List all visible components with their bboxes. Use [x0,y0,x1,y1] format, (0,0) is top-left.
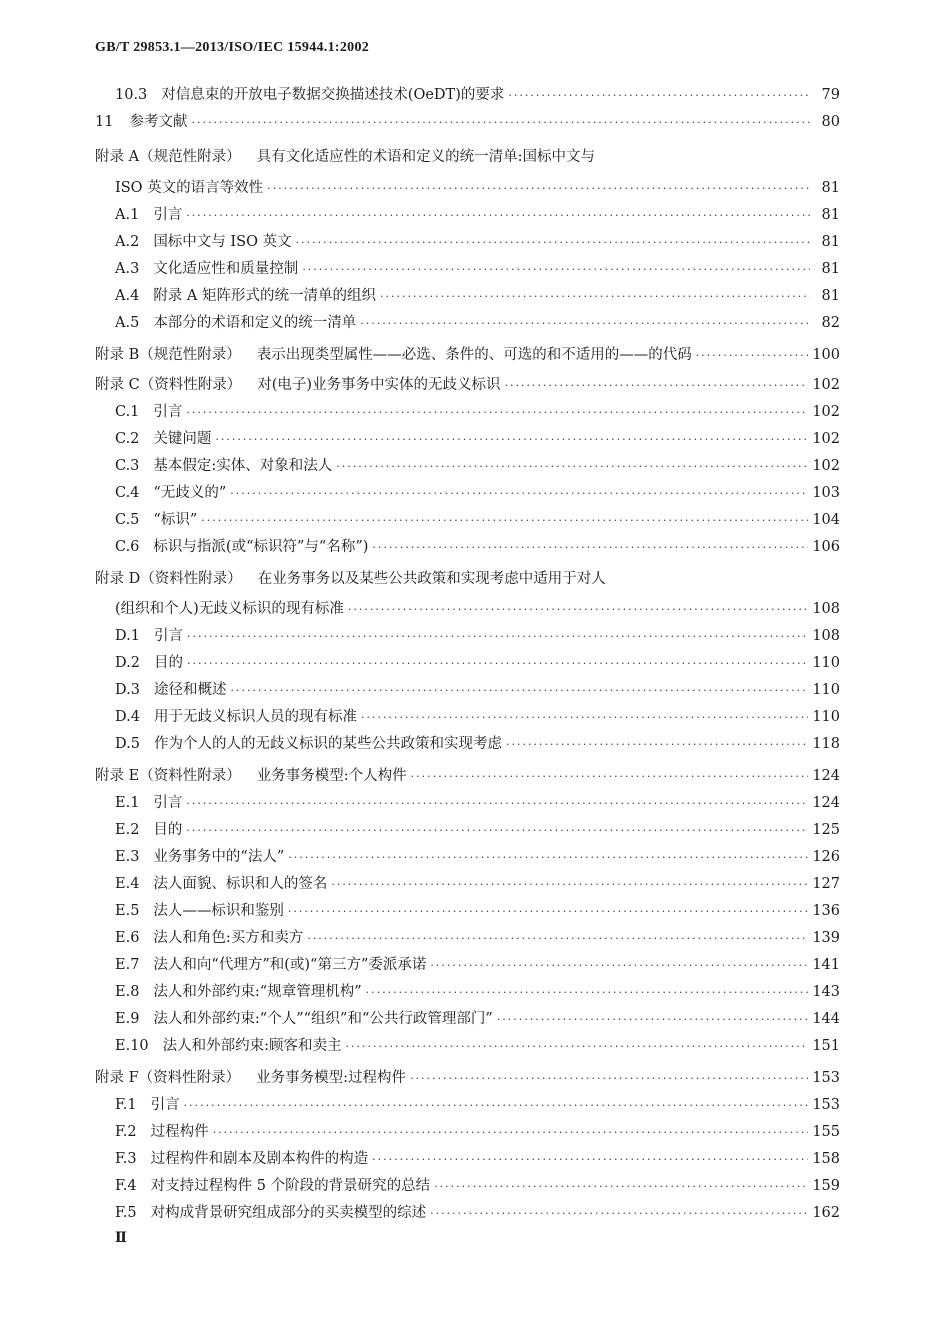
toc-entry-label [115,510,197,530]
toc-entry-number: E.4 [115,876,140,892]
toc-entry-label [95,345,692,365]
toc-entry[interactable] [115,510,840,530]
toc-entry-title: 过程构件和剧本及剧本构件的构造 [150,1151,369,1167]
toc-entry-page: 144 [812,1011,840,1027]
toc-entry-page: 103 [812,485,840,501]
toc-entry-title: 业务事务中的“法人” [153,849,285,865]
toc-entry-title: 表示出现类型属性——必选、条件的、可选的和不适用的——的代码 [256,347,692,363]
toc-entry[interactable] [115,429,840,449]
toc-entry-title: 基本假定:实体、对象和法人 [153,458,333,474]
toc-entry[interactable] [95,112,840,132]
toc-leader-dots [411,767,809,787]
toc-entry-number: 附录 F（资料性附录） [95,1070,241,1086]
toc-leader-dots [186,206,810,226]
toc-entry-label [115,85,504,105]
toc-entry-title: 过程构件 [150,1124,209,1140]
toc-entry-number: E.7 [115,957,140,973]
toc-entry-page: 127 [812,876,840,892]
toc-entry-page: 155 [812,1124,840,1140]
toc-leader-dots [331,875,808,895]
toc-entry-title: 用于无歧义标识人员的现有标准 [153,709,357,725]
toc-entry-page: 108 [812,628,840,644]
toc-entry-title: 具有文化适应性的术语和定义的统一清单:国标中文与 [256,149,595,165]
toc-entry-label [115,205,182,225]
toc-entry[interactable] [95,345,840,365]
toc-entry-title: 附录 A 矩阵形式的统一清单的组织 [153,288,377,304]
toc-entry-page: 102 [812,404,840,420]
toc-leader-dots [508,86,810,106]
toc-entry-label [115,1122,209,1142]
toc-entry-title: 引言 [150,1097,180,1113]
toc-leader-dots [213,1123,809,1143]
toc-entry-label [95,375,501,395]
toc-entry-title: 业务事务模型:过程构件 [256,1070,407,1086]
toc-entry-page: 153 [812,1097,840,1113]
toc-entry-number: C.6 [115,539,140,555]
toc-entry-label [115,847,284,867]
toc-entry-label [115,456,332,476]
toc-entry-number: E.6 [115,930,140,946]
toc-leader-dots [191,113,810,133]
toc-entry-page: 159 [812,1178,840,1194]
toc-entry-title: 对支持过程构件 5 个阶段的背景研究的总结 [150,1178,431,1194]
toc-entry-title: 法人和外部约束:“规章管理机构” [153,984,362,1000]
toc-entry-number: 10.3 [115,87,148,103]
toc-entry-page: 124 [812,768,840,784]
toc-entry[interactable] [115,205,840,225]
toc-entry-label [115,599,344,619]
toc-leader-dots [215,430,808,450]
toc-entry-title: 作为个人的人的无歧义标识的某些公共政策和实现考虑 [153,736,502,752]
toc-entry[interactable] [115,734,840,754]
toc-entry-page: 124 [812,795,840,811]
toc-leader-dots [430,956,808,976]
toc-entry[interactable] [115,232,840,252]
toc-entry-page: 102 [812,458,840,474]
toc-entry-number: C.4 [115,485,140,501]
toc-entry[interactable] [115,402,840,422]
toc-entry-title: 途径和概述 [153,682,227,698]
toc-entry-label [115,259,298,279]
toc-entry-page: 81 [821,261,840,277]
toc-entry-label [115,313,356,333]
toc-entry-label [115,1149,368,1169]
toc-entry-title: 引言 [153,207,183,223]
toc-entry-label [115,901,284,921]
toc-entry[interactable] [95,569,840,589]
toc-leader-dots [497,1010,809,1030]
toc-entry-page: 102 [812,377,840,393]
toc-entry[interactable] [115,1176,840,1196]
toc-entry-number: F.3 [115,1151,137,1167]
toc-entry-number: 附录 B（规范性附录） [95,347,241,363]
toc-entry-number: 附录 A（规范性附录） [95,149,241,165]
toc-entry-page: 79 [821,87,840,103]
toc-entry[interactable] [115,1095,840,1115]
toc-entry-title: 法人和向“代理方”和(或)“第三方”委派承诺 [153,957,427,973]
toc-entry-page: 81 [821,180,840,196]
toc-entry-label [95,569,606,589]
toc-entry-page: 110 [812,682,840,698]
toc-leader-dots [506,735,808,755]
toc-entry[interactable] [115,874,840,894]
toc-entry-label [115,178,263,198]
toc-entry-label [115,955,426,975]
toc-entry-number: F.4 [115,1178,137,1194]
toc-entry-label [115,793,182,813]
toc-entry-title: 关键问题 [153,431,212,447]
toc-entry-number: 附录 D（资料性附录） [95,571,242,587]
toc-entry-title: “无歧义的” [153,485,227,501]
toc-leader-dots [187,627,808,647]
toc-entry[interactable] [115,653,840,673]
toc-entry-page: 139 [812,930,840,946]
toc-entry-page: 136 [812,903,840,919]
toc-entry[interactable] [115,313,840,333]
toc-leader-dots [186,821,808,841]
toc-entry-number: E.8 [115,984,140,1000]
toc-entry-page: 141 [812,957,840,973]
toc-entry-number: E.1 [115,795,140,811]
toc-entry-page: 162 [812,1205,840,1221]
toc-entry[interactable] [115,85,840,105]
toc-entry-title: 引言 [153,628,183,644]
toc-entry-label [115,1009,493,1029]
toc-entry-page: 125 [812,822,840,838]
toc-entry-title: 参考文献 [129,114,188,130]
toc-entry-page: 118 [812,736,840,752]
document-header: GB/T 29853.1—2013/ISO/IEC 15944.1:2002 [95,40,370,55]
toc-leader-dots [372,538,808,558]
toc-entry-number: E.5 [115,903,140,919]
toc-entry-title: 标识与指派(或“标识符”与“名称”) [153,539,369,555]
toc-entry[interactable] [95,766,840,786]
toc-entry[interactable] [115,680,840,700]
toc-entry-label [115,680,226,700]
toc-entry-number: A.3 [115,261,140,277]
toc-leader-dots [296,233,810,253]
toc-entry[interactable] [115,483,840,503]
toc-entry-label [115,982,362,1002]
toc-entry-label [115,286,376,306]
toc-leader-dots [201,511,808,531]
toc-leader-dots [307,929,808,949]
toc-entry-label [115,653,183,673]
toc-entry[interactable] [115,626,840,646]
toc-entry-page: 81 [821,207,840,223]
toc-leader-dots [380,287,810,307]
toc-entry[interactable] [115,1009,840,1029]
toc-entry[interactable] [115,928,840,948]
toc-entry-number: A.1 [115,207,140,223]
toc-entry-title: 法人和外部约束:顾客和卖主 [162,1038,342,1054]
toc-entry-label [115,1095,180,1115]
toc-entry-number: C.2 [115,431,140,447]
toc-entry-label [115,483,226,503]
toc-entry-page: 126 [812,849,840,865]
toc-entry-page: 104 [812,512,840,528]
toc-entry-page: 153 [812,1070,840,1086]
toc-leader-dots [360,314,810,334]
toc-entry[interactable] [115,1122,840,1142]
toc-entry-label [115,402,182,422]
toc-entry-number: A.5 [115,315,140,331]
toc-entry-title: 对信息束的开放电子数据交换描述技术(OeDT)的要求 [161,87,505,103]
toc-entry-number: C.5 [115,512,140,528]
toc-entry-number: E.3 [115,849,140,865]
toc-entry[interactable] [115,456,840,476]
toc-entry[interactable] [115,178,840,198]
toc-entry-label [95,112,187,132]
toc-entry-number: F.1 [115,1097,137,1113]
toc-leader-dots [336,457,808,477]
toc-entry-label [115,1036,342,1056]
toc-entry-title: 法人和外部约束:“个人”“组织”和“公共行政管理部门” [153,1011,493,1027]
toc-entry[interactable] [115,707,840,727]
toc-entry-label [115,707,357,727]
toc-entry-title: 文化适应性和质量控制 [153,261,299,277]
toc-entry-number: 附录 C（资料性附录） [95,377,242,393]
toc-entry-number: C.3 [115,458,140,474]
toc-leader-dots [696,346,809,366]
toc-entry-label [115,874,327,894]
toc-entry-number: E.9 [115,1011,140,1027]
toc-entry[interactable] [115,820,840,840]
toc-leader-dots [288,848,808,868]
page-number-footer: Ⅱ [115,1231,127,1246]
toc-entry[interactable] [115,793,840,813]
toc-entry[interactable] [115,955,840,975]
toc-entry-title: “标识” [153,512,198,528]
toc-entry-title: (组织和个人)无歧义标识的现有标准 [115,601,344,617]
toc-entry[interactable] [115,286,840,306]
toc-entry-number: D.4 [115,709,140,725]
toc-entry-page: 158 [812,1151,840,1167]
toc-leader-dots [361,708,808,728]
toc-entry-label [115,734,502,754]
toc-entry-page: 81 [821,234,840,250]
toc-leader-dots [372,1150,808,1170]
toc-entry[interactable] [115,1203,840,1223]
toc-leader-dots [184,1096,809,1116]
toc-entry-label [95,147,595,167]
toc-entry-title: 法人面貌、标识和人的签名 [153,876,328,892]
toc-entry-page: 110 [812,709,840,725]
toc-leader-dots [230,681,808,701]
toc-entry-page: 80 [821,114,840,130]
toc-entry-page: 102 [812,431,840,447]
toc-entry-number: A.4 [115,288,140,304]
toc-entry-number: E.10 [115,1038,149,1054]
toc-entry-label [115,1176,430,1196]
toc-entry-title: 业务事务模型:个人构件 [256,768,407,784]
toc-entry[interactable] [115,901,840,921]
toc-entry-page: 81 [821,288,840,304]
toc-entry-title: 对(电子)业务事务中实体的无歧义标识 [257,377,501,393]
toc-entry-number: D.2 [115,655,140,671]
toc-entry-page: 143 [812,984,840,1000]
toc-leader-dots [430,1204,808,1224]
toc-leader-dots [302,260,810,280]
toc-entry-label [115,820,182,840]
toc-entry[interactable] [115,1149,840,1169]
toc-entry-label [95,1068,406,1088]
toc-entry[interactable] [95,1068,840,1088]
toc-entry-label [115,429,211,449]
toc-entry-number: 附录 E（资料性附录） [95,768,241,784]
toc-entry-title: 在业务事务以及某些公共政策和实现考虑中适用于对人 [257,571,606,587]
toc-entry-number: F.5 [115,1205,137,1221]
toc-entry-title: 目的 [153,822,183,838]
toc-entry[interactable] [95,147,840,167]
toc-entry-title: 法人——标识和鉴别 [153,903,284,919]
toc-entry-label [115,626,183,646]
toc-entry-label [115,232,292,252]
toc-entry-title: 目的 [153,655,183,671]
toc-entry[interactable] [115,1036,840,1056]
toc-entry-number: 11 [95,114,114,130]
toc-entry-title: 对构成背景研究组成部分的买卖模型的综述 [150,1205,427,1221]
toc-entry-title: 引言 [153,404,183,420]
toc-entry[interactable] [115,537,840,557]
toc-entry-number: D.1 [115,628,140,644]
toc-entry-title: ISO 英文的语言等效性 [115,180,264,196]
toc-entry-label [115,1203,426,1223]
toc-leader-dots [187,654,808,674]
toc-entry-title: 引言 [153,795,183,811]
toc-entry-number: A.2 [115,234,140,250]
toc-leader-dots [434,1177,808,1197]
toc-leader-dots [348,600,808,620]
toc-entry[interactable] [115,982,840,1002]
toc-entry[interactable] [115,599,840,619]
toc-entry-page: 82 [821,315,840,331]
toc-entry-number: E.2 [115,822,140,838]
toc-leader-dots [366,983,809,1003]
toc-entry-title: 本部分的术语和定义的统一清单 [153,315,357,331]
toc-entry-number: C.1 [115,404,140,420]
toc-entry-label [95,766,407,786]
toc-entry-title: 法人和角色:买方和卖方 [153,930,304,946]
toc-leader-dots [267,179,810,199]
toc-entry-label [115,928,303,948]
toc-leader-dots [230,484,808,504]
toc-entry-page: 151 [812,1038,840,1054]
toc-entry-title: 国标中文与 ISO 英文 [153,234,292,250]
toc-leader-dots [410,1069,808,1089]
toc-entry-page: 108 [812,601,840,617]
toc-leader-dots [505,376,809,396]
toc-entry-label [115,537,368,557]
toc-entry-page: 110 [812,655,840,671]
toc-entry[interactable] [115,259,840,279]
toc-entry[interactable] [115,847,840,867]
toc-leader-dots [186,403,808,423]
toc-entry-number: F.2 [115,1124,137,1140]
toc-entry-page: 106 [812,539,840,555]
toc-entry-number: D.5 [115,736,140,752]
toc-leader-dots [288,902,808,922]
toc-leader-dots [186,794,808,814]
toc-entry-number: D.3 [115,682,140,698]
toc-entry[interactable] [95,375,840,395]
toc-entry-page: 100 [812,347,840,363]
toc-leader-dots [346,1037,809,1057]
